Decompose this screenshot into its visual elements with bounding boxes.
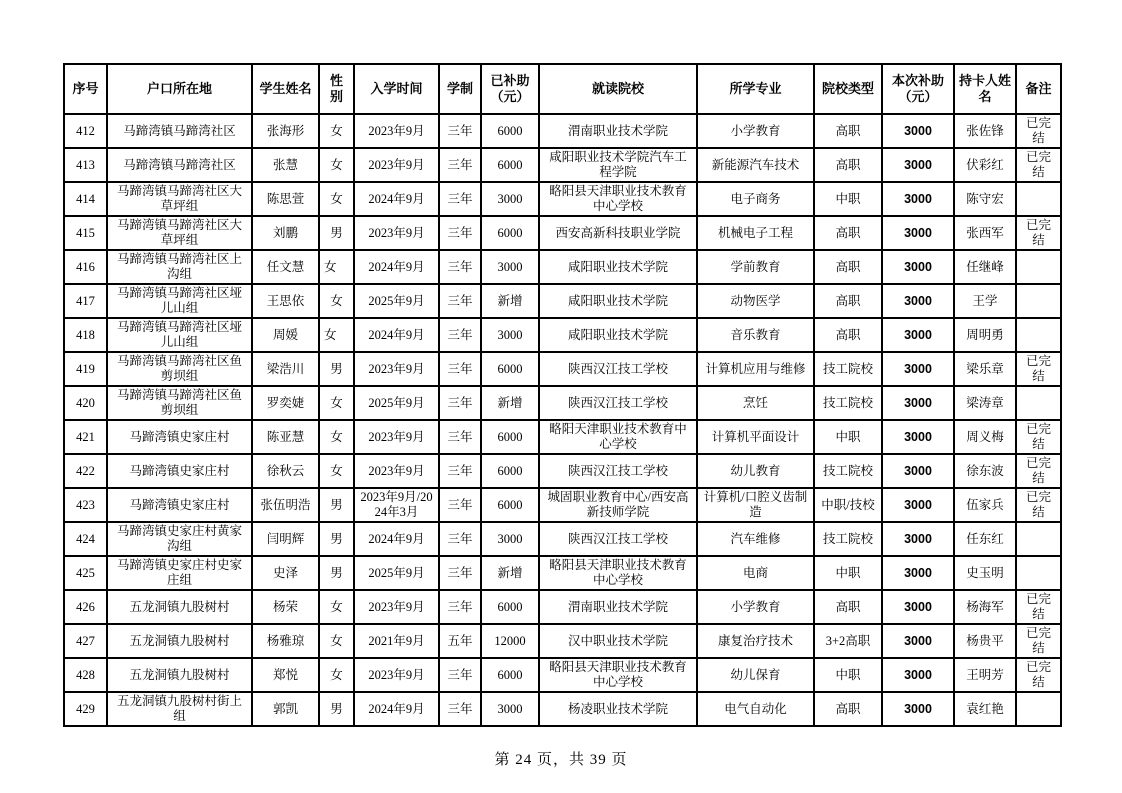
- cell-cardholder: 张西军: [954, 216, 1016, 250]
- cell-school: 略阳县天津职业技术教育中心学校: [539, 658, 697, 692]
- cell-residence: 马蹄湾镇史家庄村: [107, 420, 252, 454]
- cell-name: 刘鹏: [252, 216, 319, 250]
- cell-name: 张伍明浩: [252, 488, 319, 522]
- header-enroll-date: 入学时间: [354, 64, 439, 114]
- cell-enroll: 2025年9月: [354, 386, 439, 420]
- cell-enroll: 2023年9月: [354, 114, 439, 148]
- cell-cardholder: 伏彩红: [954, 148, 1016, 182]
- table-row: [64, 522, 1061, 556]
- cell-school: 杨凌职业技术学院: [539, 692, 697, 726]
- cell-school: 汉中职业技术学院: [539, 624, 697, 658]
- cell-seq: 417: [64, 284, 107, 318]
- cell-duration: 三年: [439, 454, 481, 488]
- cell-seq: 425: [64, 556, 107, 590]
- header-row: [64, 64, 1061, 114]
- cell-school_type: 高职: [814, 250, 882, 284]
- cell-duration: 三年: [439, 488, 481, 522]
- cell-remark: [1016, 386, 1061, 420]
- cell-cardholder: 史玉明: [954, 556, 1016, 590]
- cell-subsidized: 3000: [481, 692, 539, 726]
- cell-major: 计算机平面设计: [697, 420, 814, 454]
- cell-current: 3000: [882, 284, 954, 318]
- cell-remark: [1016, 284, 1061, 318]
- cell-gender: 女: [319, 182, 354, 216]
- page-number: 第 24 页，共 39 页: [494, 752, 628, 768]
- cell-school_type: 中职/技校: [814, 488, 882, 522]
- cell-major: 电气自动化: [697, 692, 814, 726]
- header-remark: 备注: [1016, 64, 1061, 114]
- cell-school_type: 中职: [814, 182, 882, 216]
- table-row: [64, 216, 1061, 250]
- cell-gender: 男: [319, 522, 354, 556]
- cell-name: 王思依: [252, 284, 319, 318]
- cell-remark: 已完结: [1016, 420, 1061, 454]
- cell-school: 陕西汉江技工学校: [539, 454, 697, 488]
- header-major: 所学专业: [697, 64, 814, 114]
- cell-current: 3000: [882, 182, 954, 216]
- cell-name: 郑悦: [252, 658, 319, 692]
- cell-seq: 423: [64, 488, 107, 522]
- cell-enroll: 2024年9月: [354, 250, 439, 284]
- cell-cardholder: 梁乐章: [954, 352, 1016, 386]
- cell-enroll: 2023年9月: [354, 148, 439, 182]
- header-school-type: 院校类型: [814, 64, 882, 114]
- cell-residence: 马蹄湾镇史家庄村: [107, 454, 252, 488]
- cell-residence: 五龙洞镇九股树村街上组: [107, 692, 252, 726]
- cell-school: 陕西汉江技工学校: [539, 386, 697, 420]
- table-row: [64, 420, 1061, 454]
- cell-residence: 马蹄湾镇史家庄村: [107, 488, 252, 522]
- cell-school_type: 技工院校: [814, 522, 882, 556]
- cell-subsidized: 6000: [481, 114, 539, 148]
- cell-gender: 女: [319, 148, 354, 182]
- cell-residence: 马蹄湾镇马蹄湾社区大草坪组: [107, 182, 252, 216]
- cell-name: 梁浩川: [252, 352, 319, 386]
- cell-current: 3000: [882, 624, 954, 658]
- cell-subsidized: 6000: [481, 658, 539, 692]
- header-current-subsidy: 本次补助（元）: [882, 64, 954, 114]
- cell-residence: 五龙洞镇九股树村: [107, 590, 252, 624]
- cell-school_type: 高职: [814, 318, 882, 352]
- cell-major: 动物医学: [697, 284, 814, 318]
- cell-major: 电子商务: [697, 182, 814, 216]
- cell-cardholder: 伍家兵: [954, 488, 1016, 522]
- cell-residence: 马蹄湾镇史家庄村黄家沟组: [107, 522, 252, 556]
- cell-remark: [1016, 182, 1061, 216]
- cell-gender: 女: [319, 420, 354, 454]
- cell-subsidized: 6000: [481, 148, 539, 182]
- cell-enroll: 2023年9月: [354, 658, 439, 692]
- cell-gender: 男: [319, 216, 354, 250]
- cell-duration: 三年: [439, 522, 481, 556]
- cell-school_type: 高职: [814, 148, 882, 182]
- cell-enroll: 2023年9月: [354, 352, 439, 386]
- cell-major: 幼儿保育: [697, 658, 814, 692]
- cell-major: 计算机/口腔义齿制造: [697, 488, 814, 522]
- cell-gender: 女: [319, 454, 354, 488]
- table-row: [64, 352, 1061, 386]
- cell-school_type: 技工院校: [814, 352, 882, 386]
- table-row: [64, 182, 1061, 216]
- cell-school: 城固职业教育中心/西安高新技师学院: [539, 488, 697, 522]
- cell-name: 周媛: [252, 318, 319, 352]
- cell-seq: 426: [64, 590, 107, 624]
- cell-enroll: 2021年9月: [354, 624, 439, 658]
- cell-subsidized: 6000: [481, 216, 539, 250]
- cell-cardholder: 任东红: [954, 522, 1016, 556]
- cell-cardholder: 杨贵平: [954, 624, 1016, 658]
- cell-subsidized: 6000: [481, 488, 539, 522]
- cell-gender: 男: [319, 692, 354, 726]
- table-row: [64, 556, 1061, 590]
- cell-school: 咸阳职业技术学院: [539, 250, 697, 284]
- table-body: [64, 114, 1061, 726]
- cell-subsidized: 3000: [481, 522, 539, 556]
- header-seq: 序号: [64, 64, 107, 114]
- cell-gender: 女: [319, 250, 354, 284]
- cell-name: 任文慧: [252, 250, 319, 284]
- cell-name: 徐秋云: [252, 454, 319, 488]
- cell-residence: 五龙洞镇九股树村: [107, 624, 252, 658]
- cell-cardholder: 王学: [954, 284, 1016, 318]
- cell-major: 计算机应用与维修: [697, 352, 814, 386]
- table-row: [64, 250, 1061, 284]
- header-student-name: 学生姓名: [252, 64, 319, 114]
- cell-seq: 424: [64, 522, 107, 556]
- header-subsidized: 已补助（元）: [481, 64, 539, 114]
- cell-seq: 421: [64, 420, 107, 454]
- cell-major: 康复治疗技术: [697, 624, 814, 658]
- cell-seq: 427: [64, 624, 107, 658]
- cell-major: 幼儿教育: [697, 454, 814, 488]
- cell-gender: 女: [319, 658, 354, 692]
- cell-remark: [1016, 522, 1061, 556]
- cell-seq: 428: [64, 658, 107, 692]
- cell-duration: 五年: [439, 624, 481, 658]
- cell-gender: 女: [319, 114, 354, 148]
- cell-subsidized: 新增: [481, 284, 539, 318]
- cell-current: 3000: [882, 658, 954, 692]
- cell-name: 郭凯: [252, 692, 319, 726]
- cell-current: 3000: [882, 216, 954, 250]
- cell-seq: 414: [64, 182, 107, 216]
- cell-gender: 女: [319, 318, 354, 352]
- cell-gender: 女: [319, 590, 354, 624]
- cell-current: 3000: [882, 386, 954, 420]
- cell-subsidized: 新增: [481, 386, 539, 420]
- cell-name: 闫明辉: [252, 522, 319, 556]
- cell-name: 张慧: [252, 148, 319, 182]
- cell-remark: [1016, 556, 1061, 590]
- cell-enroll: 2024年9月: [354, 318, 439, 352]
- cell-cardholder: 梁涛章: [954, 386, 1016, 420]
- cell-major: 电商: [697, 556, 814, 590]
- cell-subsidized: 3000: [481, 250, 539, 284]
- cell-subsidized: 新增: [481, 556, 539, 590]
- cell-residence: 马蹄湾镇马蹄湾社区鱼剪坝组: [107, 352, 252, 386]
- cell-duration: 三年: [439, 114, 481, 148]
- cell-major: 烹饪: [697, 386, 814, 420]
- cell-remark: 已完结: [1016, 216, 1061, 250]
- cell-name: 罗奕婕: [252, 386, 319, 420]
- header-gender: 性别: [319, 64, 354, 114]
- cell-school_type: 高职: [814, 216, 882, 250]
- cell-residence: 五龙洞镇九股树村: [107, 658, 252, 692]
- cell-cardholder: 杨海军: [954, 590, 1016, 624]
- cell-remark: 已完结: [1016, 352, 1061, 386]
- cell-gender: 女: [319, 624, 354, 658]
- cell-major: 小学教育: [697, 114, 814, 148]
- cell-school: 咸阳职业技术学院: [539, 318, 697, 352]
- cell-school: 咸阳职业技术学院: [539, 284, 697, 318]
- cell-cardholder: 任继峰: [954, 250, 1016, 284]
- student-subsidy-table: [63, 63, 1062, 727]
- cell-remark: 已完结: [1016, 454, 1061, 488]
- table-row: [64, 318, 1061, 352]
- cell-subsidized: 6000: [481, 352, 539, 386]
- header-residence: 户口所在地: [107, 64, 252, 114]
- cell-seq: 419: [64, 352, 107, 386]
- cell-enroll: 2025年9月: [354, 556, 439, 590]
- cell-school: 陕西汉江技工学校: [539, 522, 697, 556]
- cell-school_type: 中职: [814, 420, 882, 454]
- cell-seq: 429: [64, 692, 107, 726]
- cell-residence: 马蹄湾镇马蹄湾社区鱼剪坝组: [107, 386, 252, 420]
- cell-remark: 已完结: [1016, 658, 1061, 692]
- cell-school: 渭南职业技术学院: [539, 590, 697, 624]
- cell-duration: 三年: [439, 692, 481, 726]
- cell-school_type: 高职: [814, 114, 882, 148]
- table-row: [64, 590, 1061, 624]
- cell-major: 机械电子工程: [697, 216, 814, 250]
- table-row: [64, 284, 1061, 318]
- cell-major: 学前教育: [697, 250, 814, 284]
- cell-remark: [1016, 250, 1061, 284]
- cell-current: 3000: [882, 420, 954, 454]
- cell-name: 史泽: [252, 556, 319, 590]
- cell-duration: 三年: [439, 556, 481, 590]
- cell-school_type: 技工院校: [814, 386, 882, 420]
- cell-residence: 马蹄湾镇史家庄村史家庄组: [107, 556, 252, 590]
- header-cardholder: 持卡人姓名: [954, 64, 1016, 114]
- cell-residence: 马蹄湾镇马蹄湾社区大草坪组: [107, 216, 252, 250]
- table-row: [64, 386, 1061, 420]
- cell-cardholder: 张佐锋: [954, 114, 1016, 148]
- cell-subsidized: 3000: [481, 318, 539, 352]
- cell-major: 小学教育: [697, 590, 814, 624]
- cell-remark: 已完结: [1016, 624, 1061, 658]
- cell-duration: 三年: [439, 284, 481, 318]
- header-school: 就读院校: [539, 64, 697, 114]
- cell-gender: 男: [319, 352, 354, 386]
- cell-residence: 马蹄湾镇马蹄湾社区: [107, 114, 252, 148]
- cell-duration: 三年: [439, 658, 481, 692]
- cell-school_type: 高职: [814, 590, 882, 624]
- cell-school_type: 高职: [814, 284, 882, 318]
- table-row: [64, 148, 1061, 182]
- cell-subsidized: 6000: [481, 454, 539, 488]
- cell-current: 3000: [882, 250, 954, 284]
- cell-subsidized: 3000: [481, 182, 539, 216]
- cell-school: 略阳县天津职业技术教育中心学校: [539, 556, 697, 590]
- cell-residence: 马蹄湾镇马蹄湾社区上沟组: [107, 250, 252, 284]
- cell-remark: 已完结: [1016, 148, 1061, 182]
- cell-name: 张海形: [252, 114, 319, 148]
- cell-current: 3000: [882, 318, 954, 352]
- cell-current: 3000: [882, 590, 954, 624]
- cell-school_type: 中职: [814, 556, 882, 590]
- cell-duration: 三年: [439, 250, 481, 284]
- cell-current: 3000: [882, 148, 954, 182]
- cell-remark: 已完结: [1016, 114, 1061, 148]
- cell-enroll: 2023年9月/2024年3月: [354, 488, 439, 522]
- cell-enroll: 2023年9月: [354, 590, 439, 624]
- cell-school: 咸阳职业技术学院汽车工程学院: [539, 148, 697, 182]
- cell-gender: 男: [319, 556, 354, 590]
- cell-gender: 男: [319, 488, 354, 522]
- cell-school_type: 3+2高职: [814, 624, 882, 658]
- header-duration: 学制: [439, 64, 481, 114]
- cell-seq: 416: [64, 250, 107, 284]
- cell-school: 渭南职业技术学院: [539, 114, 697, 148]
- cell-school: 略阳天津职业技术教育中心学校: [539, 420, 697, 454]
- cell-cardholder: 徐东波: [954, 454, 1016, 488]
- table-row: [64, 488, 1061, 522]
- cell-residence: 马蹄湾镇马蹄湾社区垭儿山组: [107, 284, 252, 318]
- cell-duration: 三年: [439, 590, 481, 624]
- table-row: [64, 658, 1061, 692]
- cell-enroll: 2024年9月: [354, 522, 439, 556]
- table-row: [64, 624, 1061, 658]
- cell-cardholder: 周义梅: [954, 420, 1016, 454]
- cell-enroll: 2025年9月: [354, 284, 439, 318]
- cell-duration: 三年: [439, 386, 481, 420]
- cell-current: 3000: [882, 114, 954, 148]
- cell-seq: 413: [64, 148, 107, 182]
- cell-current: 3000: [882, 488, 954, 522]
- cell-cardholder: 陈守宏: [954, 182, 1016, 216]
- cell-major: 音乐教育: [697, 318, 814, 352]
- cell-name: 陈思萱: [252, 182, 319, 216]
- cell-seq: 420: [64, 386, 107, 420]
- cell-subsidized: 12000: [481, 624, 539, 658]
- cell-school: 略阳县天津职业技术教育中心学校: [539, 182, 697, 216]
- cell-name: 陈亚慧: [252, 420, 319, 454]
- cell-seq: 422: [64, 454, 107, 488]
- cell-current: 3000: [882, 522, 954, 556]
- cell-school_type: 技工院校: [814, 454, 882, 488]
- cell-duration: 三年: [439, 182, 481, 216]
- cell-remark: [1016, 692, 1061, 726]
- cell-duration: 三年: [439, 318, 481, 352]
- cell-gender: 女: [319, 386, 354, 420]
- cell-school_type: 高职: [814, 692, 882, 726]
- cell-remark: [1016, 318, 1061, 352]
- cell-enroll: 2023年9月: [354, 420, 439, 454]
- cell-enroll: 2024年9月: [354, 182, 439, 216]
- cell-name: 杨荣: [252, 590, 319, 624]
- cell-subsidized: 6000: [481, 420, 539, 454]
- cell-cardholder: 王明芳: [954, 658, 1016, 692]
- table-row: [64, 454, 1061, 488]
- cell-residence: 马蹄湾镇马蹄湾社区垭儿山组: [107, 318, 252, 352]
- cell-subsidized: 6000: [481, 590, 539, 624]
- table-header: [64, 64, 1061, 114]
- cell-current: 3000: [882, 454, 954, 488]
- cell-seq: 415: [64, 216, 107, 250]
- cell-seq: 418: [64, 318, 107, 352]
- cell-duration: 三年: [439, 420, 481, 454]
- cell-remark: 已完结: [1016, 590, 1061, 624]
- cell-current: 3000: [882, 692, 954, 726]
- cell-current: 3000: [882, 556, 954, 590]
- cell-duration: 三年: [439, 216, 481, 250]
- cell-duration: 三年: [439, 148, 481, 182]
- cell-remark: 已完结: [1016, 488, 1061, 522]
- cell-cardholder: 袁红艳: [954, 692, 1016, 726]
- cell-current: 3000: [882, 352, 954, 386]
- cell-enroll: 2023年9月: [354, 454, 439, 488]
- cell-cardholder: 周明勇: [954, 318, 1016, 352]
- cell-major: 新能源汽车技术: [697, 148, 814, 182]
- table-row: [64, 692, 1061, 726]
- cell-gender: 女: [319, 284, 354, 318]
- cell-duration: 三年: [439, 352, 481, 386]
- cell-school: 陕西汉江技工学校: [539, 352, 697, 386]
- table-row: [64, 114, 1061, 148]
- cell-enroll: 2024年9月: [354, 692, 439, 726]
- cell-school: 西安高新科技职业学院: [539, 216, 697, 250]
- cell-enroll: 2023年9月: [354, 216, 439, 250]
- cell-school_type: 中职: [814, 658, 882, 692]
- cell-major: 汽车维修: [697, 522, 814, 556]
- cell-name: 杨雅琼: [252, 624, 319, 658]
- cell-residence: 马蹄湾镇马蹄湾社区: [107, 148, 252, 182]
- cell-seq: 412: [64, 114, 107, 148]
